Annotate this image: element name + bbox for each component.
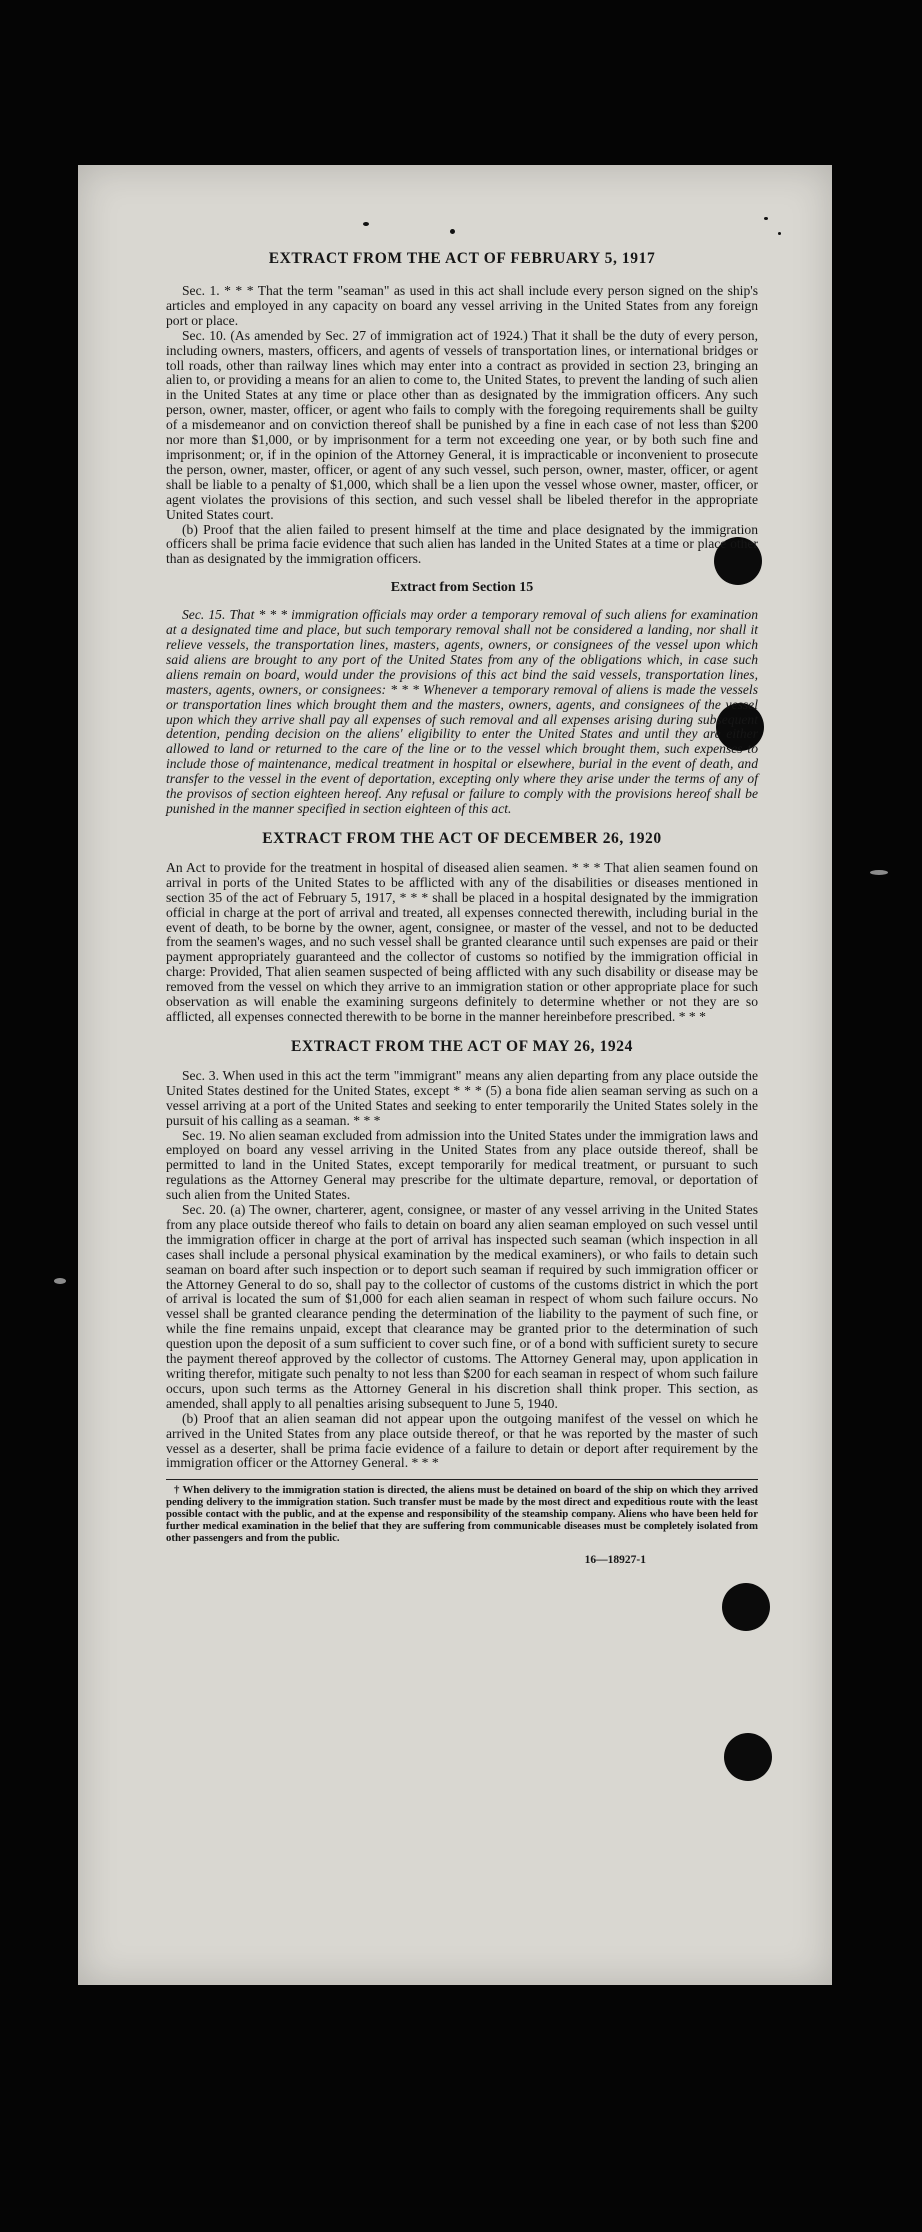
- section-15-text: Sec. 15. That * * * immigration officials may order a temporary removal of such aliens for examination at a designated time and place, but such temporary removal shall not be considered a landing, nor shall it relieve vessels, the transportation lines, masters, agents, owners, or consignees of the vessel upon which said aliens are brought to any port of the United States from any of the obligations which, in case such aliens remain on board, would under the provisions of this act bind the said vessels, transportation lines, masters, agents, owners, or consignees: * * * Whenever a temporary removal of aliens is made the vessels or transportation lines which brought them and the masters, owners, agents, and consignees of the vessel upon which they arrive shall pay all expenses of such removal and all expenses arising during subsequent detention, pending decision on the aliens' eligibility to enter the United States and until they are either allowed to land or returned to the care of the line or to the vessel which brought them, such expenses to include those of maintenance, medical treatment in hospital or elsewhere, burial in the event of death, and transfer to the vessel in the event of deportation, excepting only where they arise under the terms of any of the provisos of section eighteen hereof. Any refusal or failure to comply with the provisions hereof shall be punished in the manner specified in section eighteen of this act.: [166, 607, 758, 816]
- document-page: [78, 165, 832, 1985]
- section-10b-text: (b) Proof that the alien failed to present himself at the time and place designated by the immigration officers shall be prima facie evidence that such alien has landed in the United States at a time or place other than as designated by the immigration officers.: [166, 521, 758, 567]
- ink-blot: [724, 1733, 772, 1781]
- act-1920-text: An Act to provide for the treatment in hospital of diseased alien seamen. * * * That alien seamen found on arrival in ports of the United States to be afflicted with any of the disabilities or diseases mentioned in section 35 of the act of February 5, 1917, * * * shall be placed in a hospital designated by the immigration official in charge at the port of arrival and treated, all expenses connected therewith, including burial in the event of death, to be borne by the owner, agent, consignee, or master of the vessel, and not to be deducted from the seamen's wages, and no such vessel shall be granted clearance until such expenses are paid or their payment appropriately guaranteed and the collector of customs so notified by the immigration official in charge: Provided, That alien seamen suspected of being afflicted with any such disability or disease may be removed from the vessel on which they arrive to an immigration station or other appropriate place for such observation as will enable the examining surgeons definitely to determine whether or not they are so afflicted, all expenses connected therewith to be borne in the manner hereinbefore prescribed. * * *: [166, 859, 758, 1024]
- ink-speck: [778, 232, 781, 235]
- ink-speck: [764, 217, 768, 220]
- act-1920-title: EXTRACT FROM THE ACT OF DECEMBER 26, 1920: [262, 829, 662, 847]
- act-1917-title: EXTRACT FROM THE ACT OF FEBRUARY 5, 1917: [268, 250, 656, 267]
- act-1924-title: EXTRACT FROM THE ACT OF MAY 26, 1924: [291, 1037, 633, 1055]
- document-text: [166, 250, 758, 1566]
- form-code: 16—18927-1: [584, 1554, 646, 1567]
- footnote-text: † When delivery to the immigration station is directed, the aliens must be detained on board of the ship on which they arrived pending delivery to the immigration station. Such transfer must be made by the most direct and expeditious route with the least possible contact with the public, and at the expense and responsibility of the steamship company. Aliens who have been held for further medical examination in the belief that they are suffering from communicable diseases must be completely isolated from other passengers and from the public.: [166, 1484, 758, 1544]
- section-20a-text: Sec. 20. (a) The owner, charterer, agent, consignee, or master of any vessel arriving in the United States from any place outside thereof who fails to detain on board any alien seaman employed on such vessel until the immigration officer in charge at the port of arrival has inspected such seaman (which inspection in all cases shall include a personal physical examination by the medical examiners), or who fails to detain such seaman on board after such inspection or to deport such seaman if required by such immigration officer or the Attorney General to do so, shall pay to the collector of customs of the customs district in which the port of arrival is located the sum of $1,000 for each alien seaman in respect of whom such failure occurs. No vessel shall be granted clearance pending the determination of the liability to the payment of such fine, or while the fine remains unpaid, except that clearance may be granted prior to the determination of such question upon the deposit of a sum sufficient to cover such fine, or of a bond with sufficient surety to secure the payment thereof approved by the collector of customs. The Attorney General may, upon application in writing therefor, mitigate such penalty to not less than $200 for each seaman in respect of whom such failure occurs, upon such terms as the Attorney General in his discretion shall think proper. This section, as amended, shall apply to all penalties arising subsequent to June 5, 1940.: [166, 1202, 758, 1411]
- ink-blot: [722, 1583, 770, 1631]
- ink-speck: [363, 222, 369, 226]
- section-3-text: Sec. 3. When used in this act the term "immigrant" means any alien departing from any place outside the United States destined for the United States, except * * * (5) a bona fide alien seaman serving as such on a vessel arriving at a port of the United States and seeking to enter temporarily the United States solely in the pursuit of his calling as a seaman. * * *: [166, 1067, 758, 1128]
- section-20b-text: (b) Proof that an alien seaman did not appear upon the outgoing manifest of the vessel on which he arrived in the United States from any place outside thereof, or that he was reported by the master of such vessel as a deserter, shall be prima facie evidence of a failure to detain or deport after requirement by the immigration officer or the Attorney General. * * *: [166, 1410, 758, 1471]
- section-19-text: Sec. 19. No alien seaman excluded from admission into the United States under the immigration laws and employed on board any vessel arriving in the United States from any place outside thereof, shall be permitted to land in the United States, except temporarily for medical treatment, or pursuant to such regulations as the Attorney General may prescribe for the ultimate departure, removal, or deportation of such alien from the United States.: [166, 1127, 758, 1203]
- section-10-text: Sec. 10. (As amended by Sec. 27 of immigration act of 1924.) That it shall be the duty of every person, including owners, masters, officers, and agents of vessels of transportation lines, or international bridges or toll roads, other than railway lines which may enter into a contract as provided in section 23, bringing an alien to, or providing a means for an alien to come to, the United States, to prevent the landing of such alien in the United States at any time or place other than as designated by the immigration officers. Any such person, owner, master, officer, or agent who fails to comply with the foregoing requirements shall be guilty of a misdemeanor and on conviction thereof shall be punished by a fine in each case of not less than $200 nor more than $1,000, or by imprisonment for a term not exceeding one year, or by both such fine and imprisonment; or, if in the opinion of the Attorney General, it is impracticable or inconvenient to prosecute the person, owner, master, officer, or agent of any such vessel, such person, owner, master, officer, or agent shall be liable to a penalty of $1,000, which shall be a lien upon the vessel whose owner, master, officer, or agent violates the provisions of this section, and such vessel shall be libeled therefor in the appropriate United States court.: [166, 327, 758, 522]
- ink-speck: [450, 229, 455, 234]
- section-15-heading: Extract from Section 15: [390, 580, 534, 596]
- section-1-text: Sec. 1. * * * That the term "seaman" as used in this act shall include every person signed on the ship's articles and employed in any capacity on board any vessel arriving in the United States from any foreign port or place.: [166, 283, 758, 328]
- scan-speck: [54, 1278, 66, 1284]
- scan-speck: [870, 870, 888, 875]
